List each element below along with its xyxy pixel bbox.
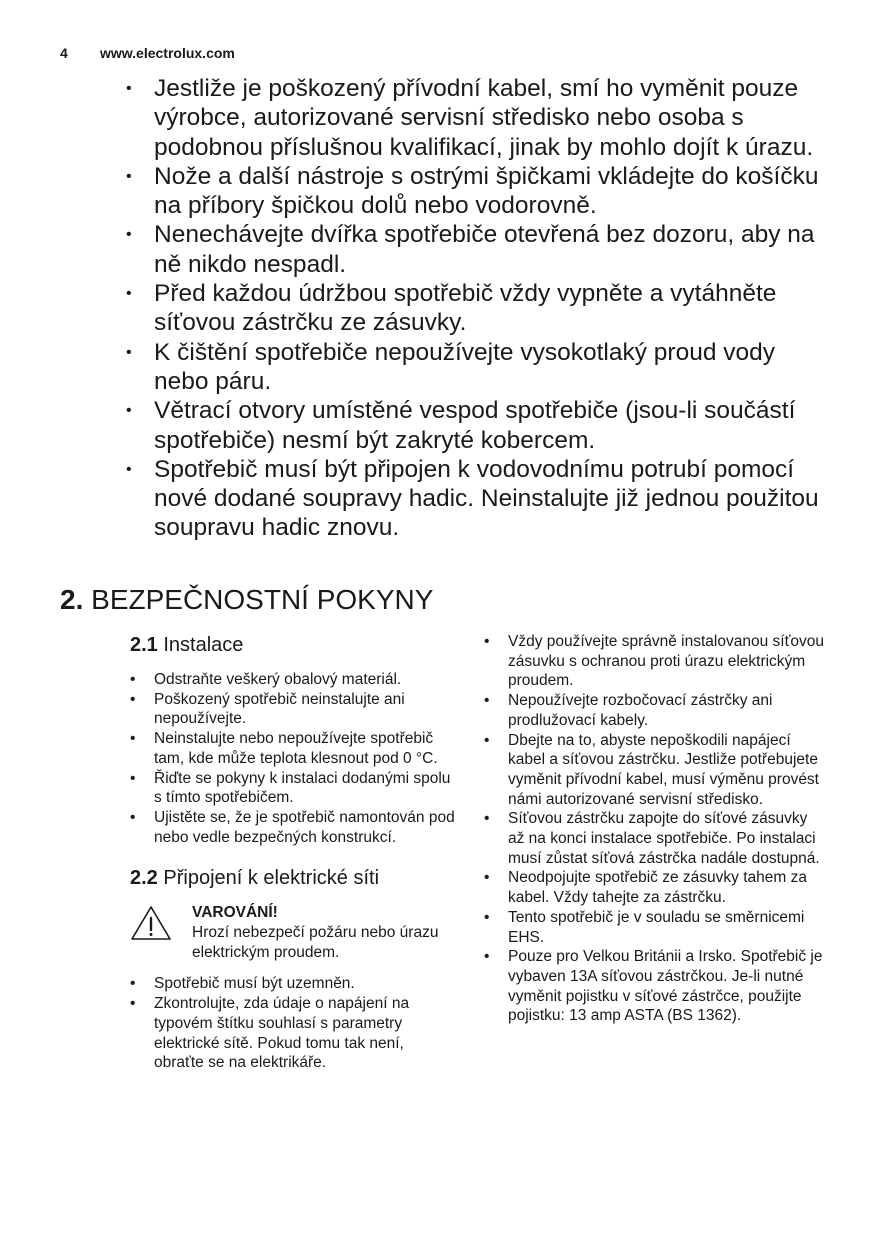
list-item: • K čištění spotřebiče nepoužívejte vysokotlaký proud vody nebo páru. (126, 338, 826, 397)
warning-box (130, 903, 455, 962)
page-header (60, 45, 235, 61)
section-number: 2. (60, 584, 84, 615)
electrical-list-right (484, 632, 824, 1026)
list-item: • Neodpojujte spotřebič ze zásuvky tahem za kabel. Vždy tahejte za zástrčku. (484, 868, 824, 907)
top-bullet-list (126, 74, 826, 543)
list-item: • Řiďte se pokyny k instalaci dodanými spolu s tímto spotřebičem. (130, 769, 455, 808)
list-item: • Zkontrolujte, zda údaje o napájení na typovém štítku souhlasí s parametry elektrické sítě. Pokud tomu tak není, obraťte se na elektrikáře. (130, 994, 455, 1073)
left-column (130, 632, 455, 1073)
list-item: • Nože a další nástroje s ostrými špičkami vkládejte do košíčku na příbory špičkou dolů nebo vodorovně. (126, 162, 826, 221)
list-item: • Ujistěte se, že je spotřebič namontován pod nebo vedle bezpečných konstrukcí. (130, 808, 455, 847)
section-title (60, 582, 433, 618)
subsection-title-installation (130, 632, 455, 658)
installation-list (130, 670, 455, 847)
warning-triangle-icon (130, 905, 172, 941)
list-item: • Neinstalujte nebo nepoužívejte spotřebič tam, kde může teplota klesnout pod 0 °C. (130, 729, 455, 768)
subsection-title-text: Připojení k elektrické síti (163, 867, 380, 890)
electrical-list-left (130, 974, 455, 1073)
list-item: • Nepoužívejte rozbočovací zástrčky ani prodlužovací kabely. (484, 691, 824, 730)
list-item: • Pouze pro Velkou Británii a Irsko. Spotřebič je vybaven 13A síťovou zástrčkou. Je-li nutné vyměnit pojistku v síťové zástrčce, použijte pojistku: 13 amp ASTA (BS 1362). (484, 947, 824, 1026)
warning-message: Hrozí nebezpečí požáru nebo úrazu elektrickým proudem. (192, 924, 439, 961)
subsection-number: 2.2 (130, 867, 158, 890)
list-item: • Větrací otvory umístěné vespod spotřebiče (jsou-li součástí spotřebiče) nesmí být zakryté kobercem. (126, 396, 826, 455)
list-item: • Nenechávejte dvířka spotřebiče otevřená bez dozoru, aby na ně nikdo nespadl. (126, 220, 826, 279)
right-column (484, 632, 824, 1026)
section-title-text: BEZPEČNOSTNÍ POKYNY (91, 584, 434, 615)
list-item: • Odstraňte veškerý obalový materiál. (130, 670, 455, 690)
list-item: • Poškozený spotřebič neinstalujte ani nepoužívejte. (130, 690, 455, 729)
list-item: • Tento spotřebič je v souladu se směrnicemi EHS. (484, 908, 824, 947)
list-item: • Dbejte na to, abyste nepoškodili napájecí kabel a síťovou zástrčku. Jestliže potřebujete vyměnit přívodní kabel, musí výměnu provést námi autorizované servisní středisko. (484, 731, 824, 810)
list-item: • Před každou údržbou spotřebič vždy vypněte a vytáhněte síťovou zástrčku ze zásuvky. (126, 279, 826, 338)
list-item: • Síťovou zástrčku zapojte do síťové zásuvky až na konci instalace spotřebiče. Po instalaci musí zůstat síťová zástrčka nadále dostupná. (484, 809, 824, 868)
warning-title: VAROVÁNÍ! (192, 904, 278, 922)
subsection-number: 2.1 (130, 634, 158, 656)
list-item: • Spotřebič musí být připojen k vodovodnímu potrubí pomocí nové dodané soupravy hadic. Neinstalujte již jednou použitou soupravu hadic znovu. (126, 455, 826, 543)
subsection-title-text: Instalace (163, 634, 244, 656)
subsection-title-electrical (130, 865, 455, 891)
warning-text-block (192, 903, 455, 962)
list-item: • Spotřebič musí být uzemněn. (130, 974, 455, 994)
list-item: • Jestliže je poškozený přívodní kabel, smí ho vyměnit pouze výrobce, autorizované servisní středisko nebo osoba s podobnou příslušnou kvalifikací, jinak by mohlo dojít k úrazu. (126, 74, 826, 162)
list-item: • Vždy používejte správně instalovanou síťovou zásuvku s ochranou proti úrazu elektrickým proudem. (484, 632, 824, 691)
page-number: 4 (60, 45, 68, 61)
site-url: www.electrolux.com (100, 45, 235, 61)
